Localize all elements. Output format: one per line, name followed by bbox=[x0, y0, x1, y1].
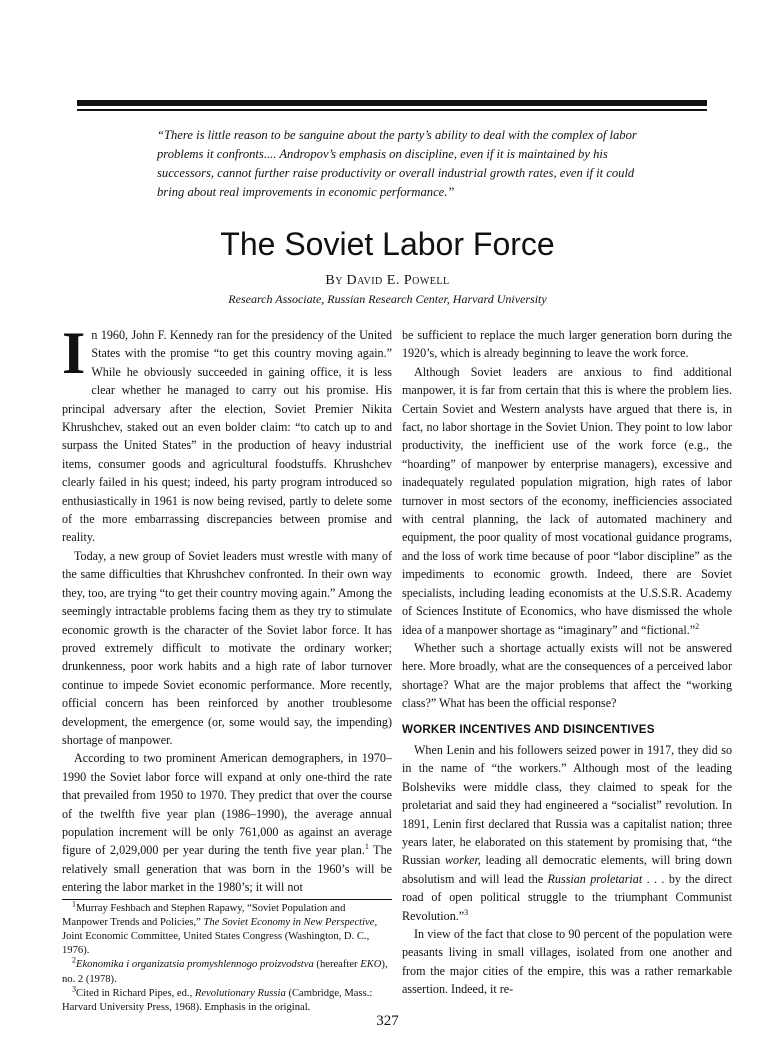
paragraph-text: When Lenin and his followers seized power in 1917, they did so in the name of “the workers.” Although most of the leading Bolsheviks were middle class, they claimed to speak for the proletariat and said they had engineered a “socialist” revolution. In 1891, Lenin first declared that Russia was a capitalist nation; three years later, he elaborated on this statement by promising that, “the Russian bbox=[402, 742, 732, 868]
footnote-marker: 3 bbox=[464, 907, 469, 917]
footnote-text: (Cambridge, Mass.: Harvard University Press, 1968). Emphasis in the original. bbox=[62, 987, 373, 1014]
paragraph bbox=[62, 320, 392, 547]
header-rule-thick bbox=[77, 100, 707, 106]
byline-prefix: By bbox=[325, 273, 343, 288]
footnote-title: The Soviet Economy in New Perspective, bbox=[203, 916, 378, 928]
article-title: The Soviet Labor Force bbox=[220, 226, 555, 262]
author-affiliation: Research Associate, Russian Research Center, Harvard University bbox=[228, 292, 547, 306]
footnote-text: ), no. 2 (1978). bbox=[62, 959, 388, 985]
footnote-text: Cited in Richard Pipes, ed., bbox=[76, 987, 195, 999]
paragraph: In view of the fact that close to 90 percent of the population were peasants living in small villages, isolated from one another and from the major cities of the empire, this was a rather remarkable assertion. Indeed, it re- bbox=[402, 927, 732, 997]
byline bbox=[0, 272, 775, 290]
footnote-marker: 2 bbox=[695, 621, 700, 631]
paragraph: Today, a new group of Soviet leaders must wrestle with many of the same difficulties that Khrushchev confronted. In their own way they, too, are trying “to get their country moving again.” Among the seemingly intractable problems facing them as they try to stimulate economic growth is the character of the Soviet labor force. It has proved extremely difficult to motivate the ordinary worker; drunkenness, poor work habits and a high rate of labor turnover continue to impede Soviet economic performance. More recently, official concern has been reinforced by another troublesome development, the emergence (or, some would say, the impending) shortage of manpower. bbox=[62, 548, 392, 747]
drop-cap: I bbox=[62, 320, 86, 386]
paragraph-text: According to two prominent American demographers, in 1970–1990 the Soviet labor force will expand at only one-third the rate that prevailed from 1950 to 1970. They predict that over the course of the twelfth five year plan (1986–1990), the average annual population increment will be only 761,000 as against an average figure of 2,029,000 per year during the tenth five year plan. bbox=[62, 751, 392, 858]
emphasis: worker, bbox=[444, 853, 481, 868]
footnote-text: Murray Feshbach and Stephen Rapawy, “Soviet Population and Manpower Trends and Policies,” bbox=[62, 902, 346, 928]
byline-author: David E. Powell bbox=[346, 273, 450, 288]
footnote-title: Ekonomika i organizatsia promyshlennogo proizvodstva bbox=[76, 959, 314, 971]
footnote-text: Joint Economic Committee, United States Congress (Washington, D. C., 1976). bbox=[62, 931, 370, 957]
footnote-title: Revolutionary Russia bbox=[194, 987, 286, 999]
footnote-number: 3 bbox=[72, 984, 76, 994]
paragraph-text: leading all democratic elements, will bring down absolutism and will lead the bbox=[402, 853, 733, 886]
paragraph-text: The relatively small generation that was born in the 1960’s will be entering the labor market in the 1980’s; it will not bbox=[62, 843, 392, 895]
footnote-marker: 1 bbox=[364, 842, 369, 852]
paragraph-text: Although Soviet leaders are anxious to find additional manpower, it is far from certain that this is where the problem lies. Certain Soviet and Western analysts have argued that there is, in fact, no labor shortage in the Soviet Union. They point to low labor productivity, the inefficient use of the work force (e.g., the “hoarding” of manpower by enterprise managers), excessive and inadequately regulated population migration, high rates of labor turnover in most sectors of the economy, inefficiencies associated with central planning, the lack of automated machinery and equipment, the poor quality of most vocational guidance programs, and the loss of work time because of poor “labor discipline” as the impediments to economic growth. Indeed, there are Soviet specialists, including leading economists at the U.S.S.R. Academy of Sciences Institute of Economics, who have dismissed the whole idea of a manpower shortage as “imaginary” and “fictional.” bbox=[402, 364, 732, 637]
footnote bbox=[62, 955, 392, 986]
footnote-abbr: EKO bbox=[360, 959, 382, 971]
footnotes bbox=[62, 899, 392, 1016]
paragraph-text: . . . by the direct road of open political struggle to the triumphant Communist Revolution.” bbox=[402, 871, 732, 923]
emphasis: Russian proletariat bbox=[547, 871, 643, 886]
paragraph: be sufficient to replace the much larger generation born during the 1920’s, which is already beginning to leave the work force. bbox=[402, 328, 732, 361]
paragraph-text: n 1960, John F. Kennedy ran for the presidency of the United States with the promise “to get this country moving again.” While he obviously succeeded in gaining office, it is less clear whether he managed to carry out his promise. His principal adversary after the election, Soviet Premier Nikita Khrushchev, staked out an even bolder claim: “to catch up to and surpass the United States” in the production of heavy industrial items, consumer goods and agricultural foodstuffs. Khrushchev clearly failed in his quest; indeed, his party program introduced so enthusiastically in 1961 is now being revised, partly to delete some of the more embarrassing discrepancies between promise and reality. bbox=[62, 328, 392, 545]
footnote bbox=[62, 899, 392, 959]
header-rule-thin bbox=[77, 109, 707, 111]
right-column bbox=[402, 326, 732, 999]
page-number: 327 bbox=[376, 1013, 399, 1029]
paragraph: Whether such a shortage actually exists will not be answered here. More broadly, what are the consequences of a perceived labor shortage? What are the major problems that affect the “working class?” What has been the official response? bbox=[402, 640, 732, 711]
paragraph bbox=[62, 749, 392, 896]
footnote-text: (hereafter bbox=[313, 959, 361, 971]
footnote-number: 2 bbox=[72, 955, 76, 965]
paragraph bbox=[402, 363, 732, 639]
paragraph bbox=[402, 741, 732, 925]
epigraph: “There is little reason to be sanguine about the party’s ability to deal with the complex of labor problems it confronts.... Andropov’s emphasis on discipline, even if it is maintained by his successors, cannot further raise productivity or overall industrial growth rates, even if it could bring about real improvements in economic performance.” bbox=[157, 128, 637, 199]
left-column bbox=[62, 320, 392, 1015]
footnote-number: 1 bbox=[72, 899, 76, 909]
footnote bbox=[62, 984, 392, 1015]
section-heading: WORKER INCENTIVES AND DISINCENTIVES bbox=[402, 722, 655, 736]
